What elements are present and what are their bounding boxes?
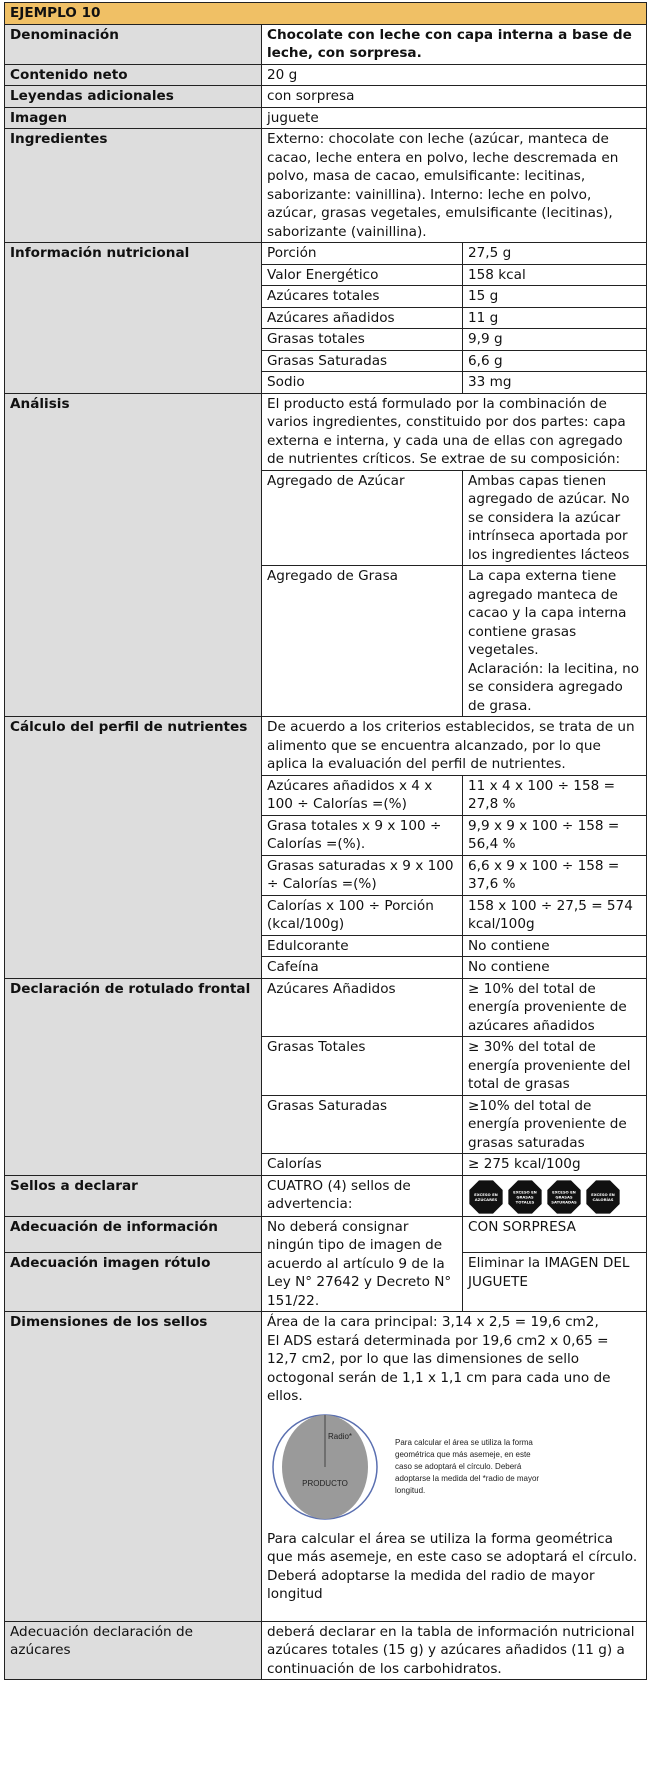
- seal-text: GRASAS: [516, 1194, 534, 1199]
- area-figure: [267, 1412, 642, 1522]
- contenido-value: 20 g: [262, 64, 647, 86]
- seal-group: [468, 1177, 642, 1215]
- product-circle-diagram: [267, 1412, 389, 1522]
- calculo-result: 9,9 x 9 x 100 ÷ 158 = 56,4 %: [463, 815, 647, 855]
- product-label: PRODUCTO: [302, 1478, 348, 1488]
- sellos-label: Sellos a declarar: [5, 1175, 262, 1216]
- adecuacion-imagen-value: No deberá consignar ningún tipo de imagen de acuerdo al artículo 9 de la Ley N° 27642 y Decreto N° 151/22.: [262, 1216, 463, 1312]
- ingredientes-value: Externo: chocolate con leche (azúcar, manteca de cacao, leche entera en polvo, leche descremada en polvo, masa de cacao, emulsificante: lecitinas, saborizante: vainillina). Interno: leche en polvo, azúcar, grasas vegetales, emulsificante (lecitinas), saborizante (vainillina).: [262, 129, 647, 243]
- seal-text: TOTALES: [515, 1199, 535, 1204]
- seal-text: EXCESO EN: [591, 1192, 615, 1197]
- warning-seal-icon: [546, 1179, 582, 1215]
- warning-seal-icon: [507, 1179, 543, 1215]
- nutricional-value: 9,9 g: [463, 329, 647, 351]
- nutricional-value: 33 mg: [463, 372, 647, 394]
- analisis-name: Agregado de Azúcar: [262, 470, 463, 566]
- denominacion-label: Denominación: [5, 24, 262, 64]
- analisis-value: Ambas capas tienen agregado de azúcar. No se considera la azúcar intrínseca aportada por los ingredientes lácteos: [463, 470, 647, 566]
- leyendas-label: Leyendas adicionales: [5, 86, 262, 108]
- seal-text: CALORÍAS: [592, 1197, 614, 1202]
- declaracion-name: Azúcares Añadidos: [262, 978, 463, 1037]
- seal-text: GRASAS: [555, 1194, 573, 1199]
- calculo-formula: Grasa totales x 9 x 100 ÷ Calorías =(%).: [262, 815, 463, 855]
- seal-text: EXCESO EN: [552, 1189, 576, 1194]
- sellos-value: CUATRO (4) sellos de advertencia:: [262, 1175, 463, 1216]
- seal-text: EXCESO EN: [474, 1192, 498, 1197]
- imagen-value: juguete: [262, 107, 647, 129]
- declaracion-value: ≥ 275 kcal/100g: [463, 1154, 647, 1176]
- nutricional-name: Azúcares añadidos: [262, 307, 463, 329]
- analisis-value: La capa externa tiene agregado manteca de cacao y la capa interna contiene grasas vegetales. Aclaración: la lecitina, no se considera agregado de grasa.: [463, 566, 647, 717]
- nutricional-name: Grasas totales: [262, 329, 463, 351]
- analisis-label: Análisis: [5, 393, 262, 717]
- nutricional-value: 11 g: [463, 307, 647, 329]
- calculo-intro: De acuerdo a los criterios establecidos, se trata de un alimento que se encuentra alcanzado, por lo que aplica la evaluación del perfil de nutrientes.: [262, 717, 647, 776]
- calculo-formula: Azúcares añadidos x 4 x 100 ÷ Calorías =(%): [262, 775, 463, 815]
- calculo-formula: Edulcorante: [262, 935, 463, 957]
- calculo-result: No contiene: [463, 935, 647, 957]
- dimensiones-label: Dimensiones de los sellos: [5, 1312, 262, 1622]
- declaracion-value: ≥10% del total de energía proveniente de grasas saturadas: [463, 1095, 647, 1154]
- azucares-value: deberá declarar en la tabla de información nutricional azúcares totales (15 g) y azúcares añadidos (11 g) a continuación de los carbohidratos.: [262, 1621, 647, 1680]
- calculo-result: No contiene: [463, 957, 647, 979]
- nutricional-value: 6,6 g: [463, 350, 647, 372]
- dimensiones-text: Área de la cara principal: 3,14 x 2,5 = 19,6 cm2, El ADS estará determinada por 19,6 cm2 x 0,65 = 12,7 cm2, por lo que las dimensiones de sello octogonal serán de 1,1 x 1,1 cm para cada uno de ellos.: [267, 1314, 611, 1404]
- nutricional-name: Grasas Saturadas: [262, 350, 463, 372]
- ingredientes-label: Ingredientes: [5, 129, 262, 243]
- dimensiones-footer: Para calcular el área se utiliza la forma geométrica que más asemeje, en este caso se adoptará el círculo. Deberá adoptarse la medida del radio de mayor longitud: [267, 1530, 638, 1602]
- adecuacion-imagen-action: Eliminar la IMAGEN DEL JUGUETE: [463, 1253, 647, 1312]
- calculo-result: 158 x 100 ÷ 27,5 = 574 kcal/100g: [463, 895, 647, 935]
- calculo-formula: Cafeína: [262, 957, 463, 979]
- analisis-name: Agregado de Grasa: [262, 566, 463, 717]
- calculo-formula: Calorías x 100 ÷ Porción (kcal/100g): [262, 895, 463, 935]
- nutricional-label: Información nutricional: [5, 243, 262, 394]
- calculo-result: 11 x 4 x 100 ÷ 158 = 27,8 %: [463, 775, 647, 815]
- calculo-result: 6,6 x 9 x 100 ÷ 158 = 37,6 %: [463, 855, 647, 895]
- example-table: [4, 2, 647, 1680]
- nutricional-name: Porción: [262, 243, 463, 265]
- declaracion-name: Calorías: [262, 1154, 463, 1176]
- nutricional-value: 158 kcal: [463, 264, 647, 286]
- analisis-intro: El producto está formulado por la combinación de varios ingredientes, constituido por dos partes: capa externa e interna, y cada una de ellas con agregado de nutrientes críticos. Se extrae de su composición:: [262, 393, 647, 470]
- adecuacion-info-value: CON SORPRESA: [463, 1216, 647, 1253]
- seal-text: SATURADAS: [551, 1199, 577, 1204]
- seal-text: AZÚCARES: [474, 1197, 498, 1202]
- adecuacion-info-label: Adecuación de información: [5, 1216, 262, 1253]
- adecuacion-imagen-label: Adecuación imagen rótulo: [5, 1253, 262, 1312]
- declaracion-label: Declaración de rotulado frontal: [5, 978, 262, 1175]
- nutricional-name: Sodio: [262, 372, 463, 394]
- declaracion-name: Grasas Totales: [262, 1037, 463, 1096]
- nutricional-value: 27,5 g: [463, 243, 647, 265]
- nutricional-name: Valor Energético: [262, 264, 463, 286]
- nutricional-name: Azúcares totales: [262, 286, 463, 308]
- radio-label: Radio*: [328, 1431, 353, 1441]
- declaracion-value: ≥ 10% del total de energía proveniente de azúcares añadidos: [463, 978, 647, 1037]
- leyendas-value: con sorpresa: [262, 86, 647, 108]
- warning-seal-icon: [585, 1179, 621, 1215]
- declaracion-name: Grasas Saturadas: [262, 1095, 463, 1154]
- azucares-label: Adecuación declaración de azúcares: [5, 1621, 262, 1680]
- seal-text: EXCESO EN: [513, 1189, 537, 1194]
- warning-seal-icon: [468, 1179, 504, 1215]
- imagen-label: Imagen: [5, 107, 262, 129]
- calculo-formula: Grasas saturadas x 9 x 100 ÷ Calorías =(%): [262, 855, 463, 895]
- dimensiones-cell: [262, 1312, 647, 1622]
- sellos-images: [463, 1175, 647, 1216]
- nutricional-value: 15 g: [463, 286, 647, 308]
- calculo-label: Cálculo del perfil de nutrientes: [5, 717, 262, 979]
- example-title: EJEMPLO 10: [5, 3, 647, 25]
- declaracion-value: ≥ 30% del total de energía proveniente del total de grasas: [463, 1037, 647, 1096]
- figure-note: Para calcular el área se utiliza la forma geométrica que más asemeje, en este caso se adoptará el círculo. Deberá adoptarse la medida del *radio de mayor longitud.: [395, 1437, 540, 1495]
- denominacion-value: Chocolate con leche con capa interna a base de leche, con sorpresa.: [262, 24, 647, 64]
- contenido-label: Contenido neto: [5, 64, 262, 86]
